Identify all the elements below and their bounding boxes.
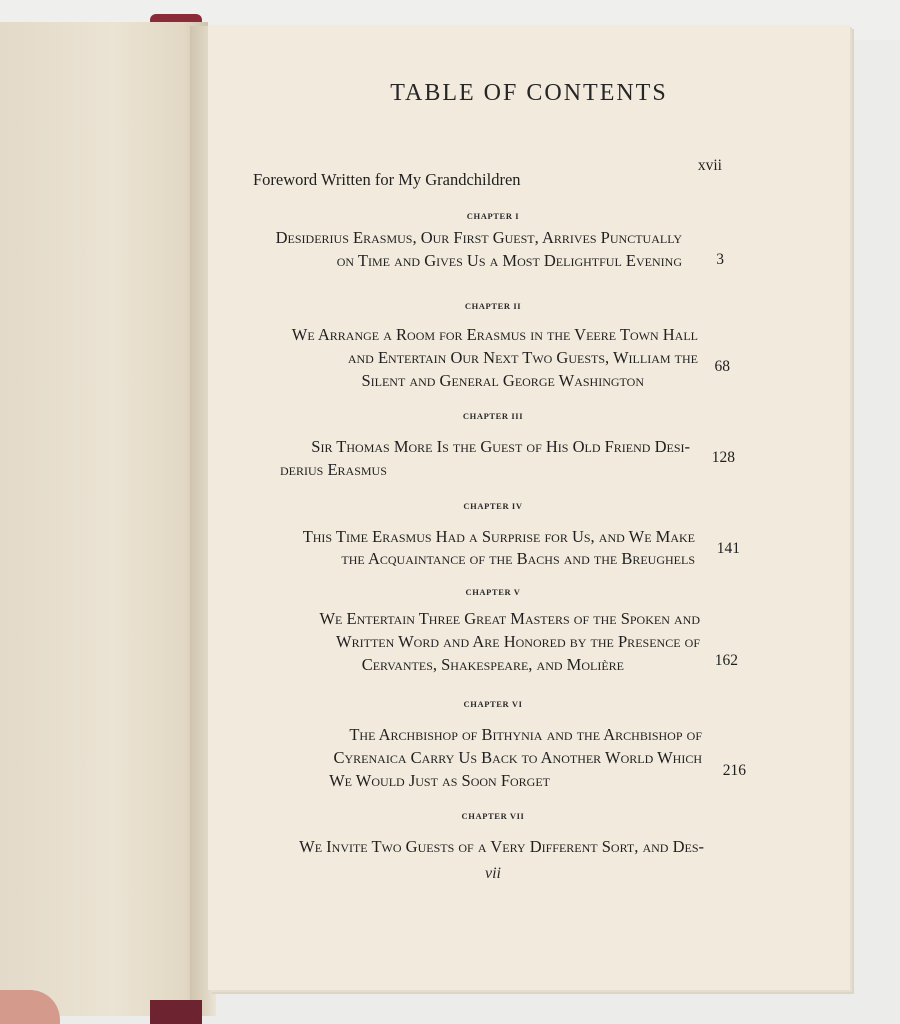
foreword-entry: Foreword Written for My Grandchildren	[253, 170, 521, 189]
left-page	[0, 22, 208, 1016]
chapter-title-line: Silent and General George Washington	[361, 371, 644, 390]
right-page	[208, 25, 850, 990]
chapter-title-line: We Arrange a Room for Erasmus in the Veere Town Hall	[291, 325, 698, 344]
chapter-title-line: We Entertain Three Great Masters of the Spoken and	[319, 609, 700, 628]
chapter-label: CHAPTER VI	[463, 699, 523, 709]
chapter-label: CHAPTER VII	[461, 811, 525, 821]
chapter-title-line: Written Word and Are Honored by the Presence of	[336, 632, 700, 651]
chapter-page-number: 128	[711, 449, 735, 466]
chapter-label: CHAPTER II	[464, 301, 522, 311]
chapter-page-number: 216	[722, 762, 746, 779]
chapter-title-line: derius Erasmus	[280, 460, 387, 479]
page-folio: vii	[485, 865, 501, 882]
chapter-label: CHAPTER III	[462, 411, 524, 421]
book-cover-bottom	[150, 1000, 202, 1024]
chapter-title-line: Sir Thomas More Is the Guest of His Old Friend Desi-	[311, 437, 690, 456]
chapter-label: CHAPTER I	[466, 211, 520, 221]
chapter-title-line: We Invite Two Guests of a Very Different Sort, and Des-	[299, 837, 704, 856]
chapter-page-number: 68	[714, 358, 730, 375]
chapter-page-number: 3	[716, 251, 724, 268]
chapter-title-line: The Archbishop of Bithynia and the Archbishop of	[349, 725, 702, 744]
chapter-page-number: 162	[714, 652, 738, 669]
chapter-label: CHAPTER V	[465, 587, 521, 597]
chapter-title-line: Desiderius Erasmus, Our First Guest, Arrives Punctually	[275, 228, 682, 247]
foreword-page: xvii	[697, 157, 722, 174]
chapter-title-line: and Entertain Our Next Two Guests, William the	[347, 348, 698, 367]
chapter-title-line: the Acquaintance of the Bachs and the Breughels	[341, 549, 695, 568]
toc-title: TABLE OF CONTENTS	[390, 80, 668, 106]
chapter-title-line: This Time Erasmus Had a Surprise for Us, and We Make	[302, 527, 695, 546]
chapter-title-line: Cyrenaica Carry Us Back to Another World Which	[333, 748, 702, 767]
chapter-title-line: We Would Just as Soon Forget	[329, 771, 550, 790]
chapter-title-line: on Time and Gives Us a Most Delightful Evening	[336, 251, 682, 270]
chapter-page-number: 141	[716, 540, 740, 557]
chapter-label: CHAPTER IV	[463, 501, 523, 511]
chapter-title-line: Cervantes, Shakespeare, and Molière	[361, 655, 624, 674]
